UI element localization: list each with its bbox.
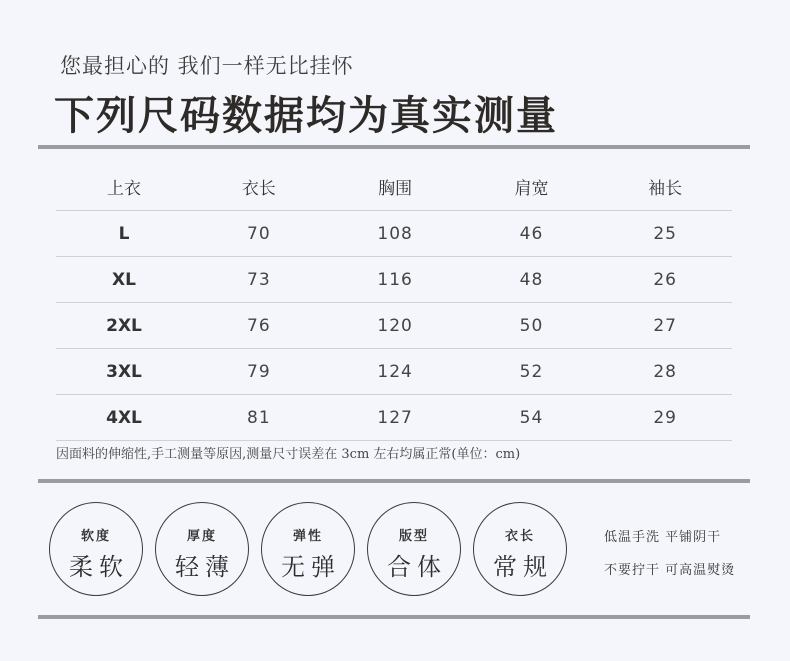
divider-bottom bbox=[38, 615, 750, 619]
chest-cell: 108 bbox=[326, 211, 465, 257]
table-row bbox=[56, 395, 732, 441]
attribute-value: 常规 bbox=[493, 553, 553, 581]
sleeve-cell: 27 bbox=[598, 303, 732, 349]
table-row bbox=[56, 211, 732, 257]
shoulder-cell: 46 bbox=[465, 211, 599, 257]
shoulder-cell: 54 bbox=[465, 395, 599, 441]
sleeve-cell: 29 bbox=[598, 395, 732, 441]
attribute-elasticity bbox=[261, 502, 355, 596]
chest-cell: 120 bbox=[326, 303, 465, 349]
attribute-value: 柔软 bbox=[69, 553, 129, 581]
attribute-length bbox=[473, 502, 567, 596]
attribute-fit bbox=[367, 502, 461, 596]
chest-cell: 124 bbox=[326, 349, 465, 395]
chest-cell: 116 bbox=[326, 257, 465, 303]
attribute-label: 软度 bbox=[80, 529, 111, 544]
sleeve-cell: 26 bbox=[598, 257, 732, 303]
size-cell: 2XL bbox=[56, 303, 192, 349]
column-header-length: 衣长 bbox=[192, 162, 326, 211]
length-cell: 70 bbox=[192, 211, 326, 257]
table-row bbox=[56, 303, 732, 349]
attribute-value: 合体 bbox=[387, 553, 447, 581]
length-cell: 73 bbox=[192, 257, 326, 303]
shoulder-cell: 50 bbox=[465, 303, 599, 349]
sleeve-cell: 25 bbox=[598, 211, 732, 257]
attribute-label: 版型 bbox=[398, 529, 429, 544]
column-header-top: 上衣 bbox=[56, 162, 192, 211]
care-instructions-line1: 低温手洗 平铺阴干 bbox=[604, 530, 722, 545]
attribute-value: 轻薄 bbox=[175, 553, 235, 581]
care-instructions-line2: 不要拧干 可高温熨烫 bbox=[604, 563, 736, 578]
column-header-sleeve: 袖长 bbox=[598, 162, 732, 211]
attribute-softness bbox=[49, 502, 143, 596]
length-cell: 81 bbox=[192, 395, 326, 441]
sleeve-cell: 28 bbox=[598, 349, 732, 395]
table-row bbox=[56, 257, 732, 303]
size-cell: XL bbox=[56, 257, 192, 303]
attribute-label: 弹性 bbox=[292, 529, 323, 544]
length-cell: 76 bbox=[192, 303, 326, 349]
size-cell: L bbox=[56, 211, 192, 257]
shoulder-cell: 48 bbox=[465, 257, 599, 303]
attribute-label: 厚度 bbox=[186, 529, 217, 544]
divider-top bbox=[38, 145, 750, 149]
length-cell: 79 bbox=[192, 349, 326, 395]
chest-cell: 127 bbox=[326, 395, 465, 441]
divider-middle bbox=[38, 479, 750, 483]
size-cell: 3XL bbox=[56, 349, 192, 395]
shoulder-cell: 52 bbox=[465, 349, 599, 395]
size-table bbox=[56, 162, 732, 441]
table-row bbox=[56, 349, 732, 395]
size-cell: 4XL bbox=[56, 395, 192, 441]
column-header-chest: 胸围 bbox=[326, 162, 465, 211]
attribute-thickness bbox=[155, 502, 249, 596]
column-header-shoulder: 肩宽 bbox=[465, 162, 599, 211]
measurement-note: 因面料的伸缩性,手工测量等原因,测量尺寸误差在 3cm 左右均属正常(单位：cm) bbox=[56, 447, 521, 462]
attribute-label: 衣长 bbox=[504, 529, 535, 544]
subtitle: 您最担心的 我们一样无比挂怀 bbox=[60, 54, 354, 78]
attribute-value: 无弹 bbox=[281, 553, 341, 581]
table-header-row bbox=[56, 162, 732, 211]
page-title: 下列尺码数据均为真实测量 bbox=[54, 92, 558, 139]
